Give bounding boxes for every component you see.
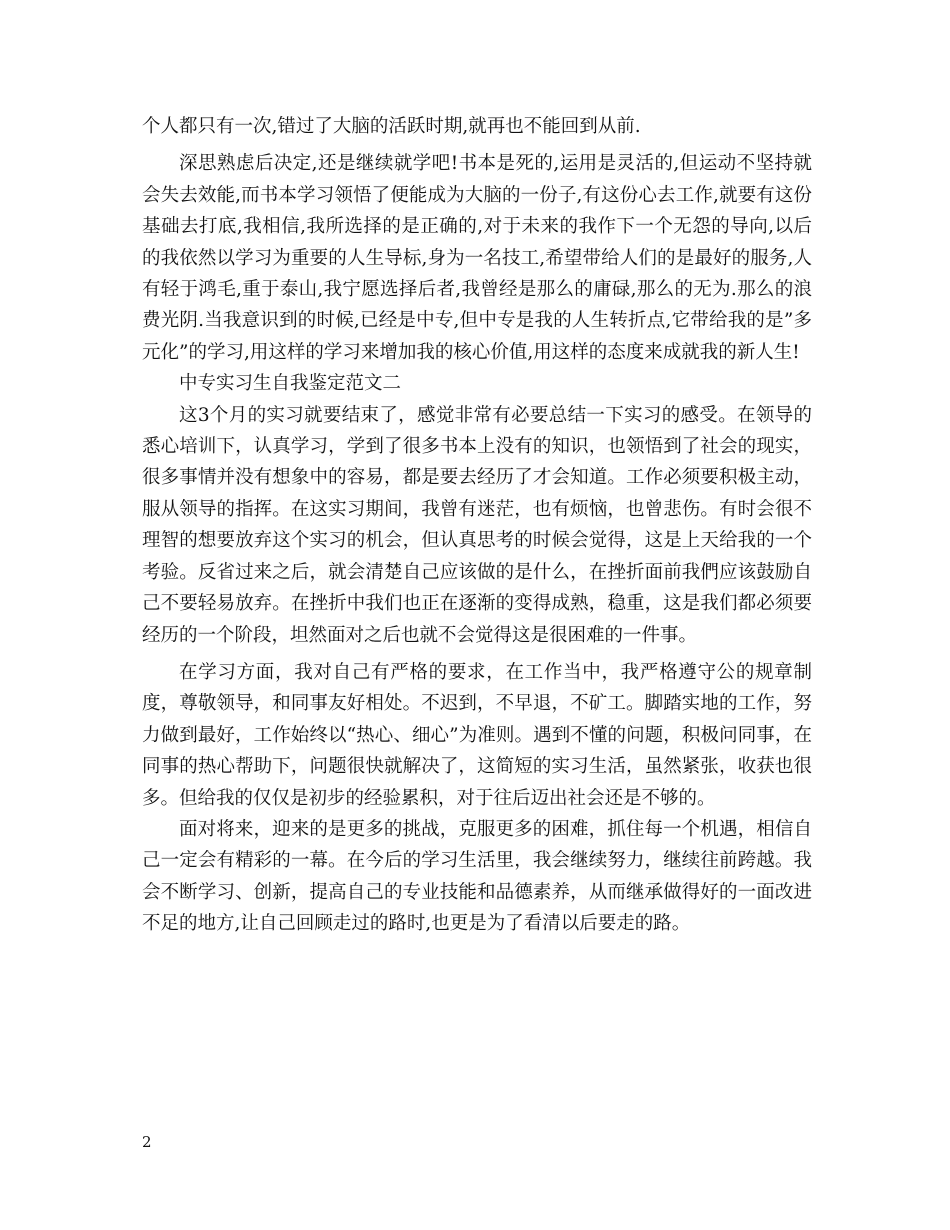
paragraph-continuation: 个人都只有一次,错过了大脑的活跃时期,就再也不能回到从前.	[142, 116, 641, 137]
paragraph-decision: 深思熟虑后决定,还是继续就学吧!书本是死的,运用是灵活的,但运动不坚持就会失去效能,而书本学习领悟了便能成为大脑的一份子,有这份心去工作,就要有这份基础去打底,我相信,我所选择的是正确的,对于未来的我作下一个无怨的导向,以后的我依然以学习为重要的人生导标,身为一名技工,希望带给人们的是最好的服务,人有轻于鸿毛,重于泰山,我宁愿选择后者,我曾经是那么的庸碌,那么的无为.那么的浪费光阴.当我意识到的时候,已经是中专,但中专是我的人生转折点,它带给我的是”多元化”的学习,用这样的学习来增加我的核心价值,用这样的态度来成就我的新人生!	[142, 153, 812, 363]
section-heading: 中专实习生自我鉴定范文二	[179, 373, 402, 395]
paragraph-future-outlook: 面对将来，迎来的是更多的挑战，克服更多的困难，抓住每一个机遇，相信自己一定会有精彩的一幕。在今后的学习生活里，我会继续努力，继续往前跨越。我会不断学习、创新，提高自己的专业技能和品德素养，从而继承做得好的一面改进不足的地方,让自己回顾走过的路时,也更是为了看清以后要走的路。	[142, 818, 812, 935]
page-number: 2	[142, 1133, 152, 1151]
paragraph-study-attitude: 在学习方面，我对自己有严格的要求，在工作当中，我严格遵守公的规章制度，尊敬领导，和同事友好相处。不迟到，不早退，不矿工。脚踏实地的工作，努力做到最好，工作始终以“热心、细心”为准则。遇到不懂的问题，积极问同事，在同事的热心帮助下，问题很快就解决了，这简短的实习生活，虽然紧张，收获也很多。但给我的仅仅是初步的经验累积，对于往后迈出社会还是不够的。	[142, 661, 812, 809]
paragraph-internship-summary: 这3个月的实习就要结束了，感觉非常有必要总结一下实习的感受。在领导的悉心培训下，认真学习，学到了很多书本上没有的知识，也领悟到了社会的现实，很多事情并没有想象中的容易，都是要去经历了才会知道。工作必须要积极主动，服从领导的指挥。在这实习期间，我曾有迷茫，也有烦恼，也曾悲伤。有时会很不理智的想要放弃这个实习的机会，但认真思考的时候会觉得，这是上天给我的一个考验。反省过来之后，就会清楚自己应该做的是什么，在挫折面前我們应该鼓励自己不要轻易放弃。在挫折中我们也正在逐渐的变得成熟，稳重，这是我们都必须要经历的一个阶段，坦然面对之后也就不会觉得这是很困难的一件事。	[142, 404, 812, 646]
document-body	[142, 111, 812, 940]
